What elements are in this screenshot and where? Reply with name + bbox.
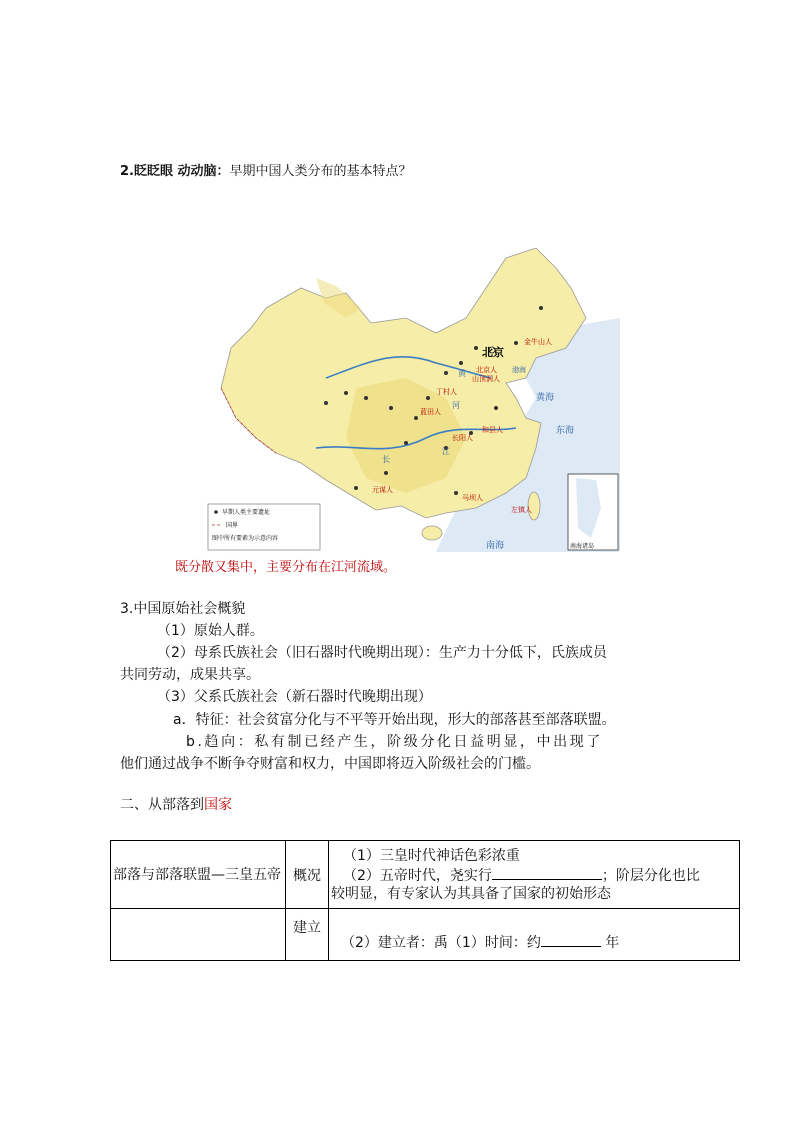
- map-label-lantian: 蓝田人: [420, 409, 441, 416]
- overview-line-3: 较明显，有专家认为其具备了国家的初始形态: [331, 885, 611, 902]
- map-label-east-sea: 东海: [556, 425, 575, 435]
- map-svg: [206, 248, 620, 552]
- map-label-huang: 黄: [458, 369, 466, 378]
- map-label-he: 河: [452, 401, 460, 410]
- map-label-nanhai-islands: 南海诸岛: [570, 544, 595, 550]
- map-label-beijing: 北京: [482, 347, 504, 359]
- legend-note: 图中所有要素为示意内容: [212, 536, 279, 542]
- overview-line-2: [331, 865, 737, 885]
- map-label-jiang: 江: [442, 447, 450, 456]
- section-3-item-b: b.趋向：私有制已经产生，阶级分化日益明显，中出现了: [186, 734, 603, 750]
- map-label-hexian: 和县人: [482, 427, 503, 434]
- section-3-item-3: （3）父系氏族社会（新石器时代晚期出现）: [157, 689, 432, 705]
- legend-site: 早期人类主要遗址: [222, 510, 271, 516]
- section-3-item-b-cont: 他们通过战争不断争夺财富和权力，中国即将迈入阶级社会的门槛。: [120, 756, 540, 772]
- overview-line-1: （1）三皇时代神话色彩浓重: [343, 847, 520, 864]
- answer-text: 既分散又集中，主要分布在江河流域。: [175, 560, 397, 575]
- section-2-heading: [120, 794, 232, 814]
- table-cell-establish-content: [329, 909, 740, 961]
- map-label-shandingdong: 山顶洞人: [472, 376, 500, 383]
- establish-year: 年: [600, 935, 620, 951]
- map-label-chang: 长: [382, 455, 390, 464]
- question-2-prefix: 2.眨眨眼 动动脑：: [120, 164, 230, 179]
- section-2-red: 国家: [204, 797, 232, 813]
- blank-underline[interactable]: [492, 865, 602, 880]
- map-label-yellow-sea: 黄海: [536, 392, 555, 402]
- summary-table: [110, 840, 740, 961]
- map-label-jinniushan: 金牛山人: [524, 339, 552, 346]
- table-row: [111, 909, 740, 961]
- legend-border: 国界: [226, 523, 239, 529]
- map-label-dingcun: 丁村人: [436, 389, 457, 396]
- section-2-prefix: 二、从部落到: [120, 797, 204, 813]
- blank-underline[interactable]: [541, 932, 601, 947]
- section-3-item-1: （1）原始人群。: [157, 623, 264, 639]
- map-label-bohai: 渤海: [512, 367, 526, 374]
- section-3-title: 3.中国原始社会概貌: [120, 601, 246, 617]
- china-early-humans-map: [206, 248, 620, 552]
- map-label-yuanmou: 元谋人: [372, 487, 393, 494]
- table-row: [111, 841, 740, 909]
- map-label-beijingren: 北京人: [476, 367, 497, 374]
- section-3-item-a: a．特征：社会贫富分化与不平等开始出现，形大的部落甚至部落联盟。: [173, 712, 616, 728]
- map-label-maba: 马坝人: [462, 495, 483, 502]
- section-3-item-2: （2）母系氏族社会（旧石器时代晚期出现）：生产力十分低下，氏族成员: [157, 645, 607, 661]
- establish-text: （2）建立者：禹（1）时间：约: [341, 935, 541, 951]
- question-2-text: 早期中国人类分布的基本特点？: [229, 164, 412, 179]
- table-cell-establish: 建立: [286, 909, 329, 961]
- map-label-changyang: 长阳人: [452, 435, 473, 442]
- table-cell-category: 部落与部落联盟—三皇五帝: [111, 841, 286, 909]
- table-cell-overview-content: [329, 841, 740, 909]
- section-3-item-2-cont: 共同劳动，成果共享。: [120, 667, 260, 683]
- map-label-zuozhen: 左镇人: [511, 507, 532, 514]
- overview-line-2b: ；阶层分化也比: [601, 867, 700, 884]
- table-cell-overview: 概况: [286, 841, 329, 909]
- overview-line-2a: （2）五帝时代，尧实行: [343, 867, 492, 884]
- table-cell-empty: [111, 909, 286, 961]
- question-2: [120, 160, 412, 179]
- map-label-south-sea: 南海: [486, 540, 505, 550]
